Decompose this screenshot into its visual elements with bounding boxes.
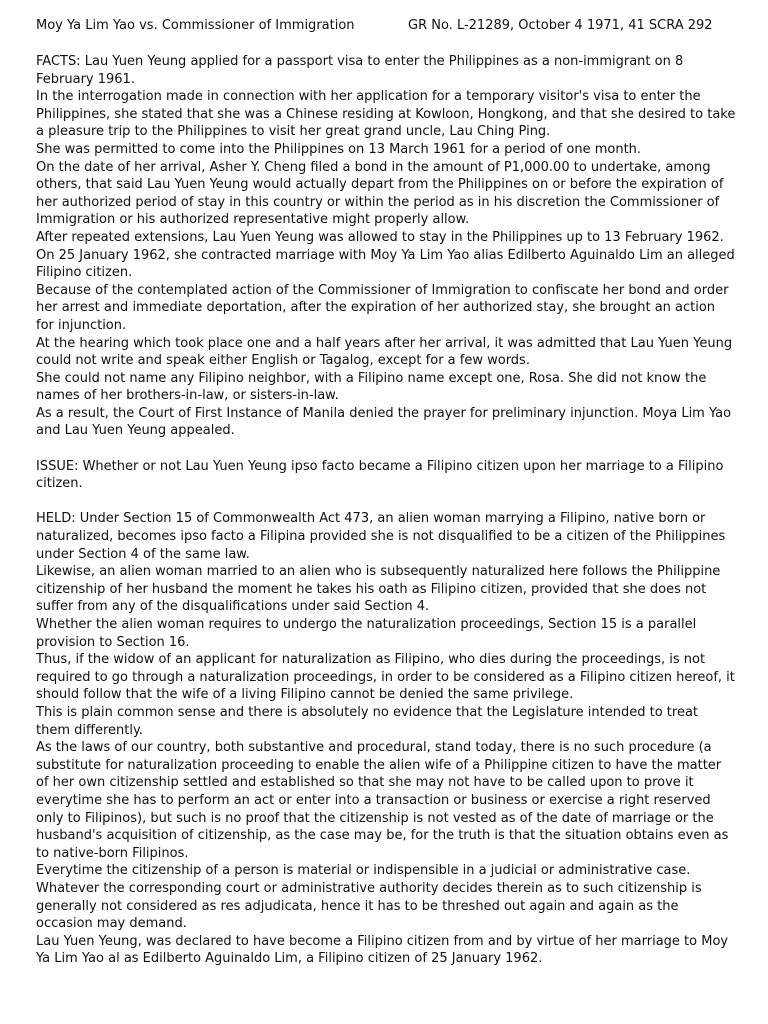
facts-paragraph: She could not name any Filipino neighbor, with a Filipino name except one, Rosa. She did not know the names of her brothers-in-law, or sisters-in-law. xyxy=(36,370,707,404)
held-paragraph: Lau Yuen Yeung, was declared to have become a Filipino citizen from and by virtue of her marriage to Moy Ya Lim Yao al as Edilberto Aguinaldo Lim, a Filipino citizen of 25 January 1962. xyxy=(36,933,729,967)
facts-paragraph: At the hearing which took place one and a half years after her arrival, it was admitted that Lau Yuen Yeung could not write and speak either English or Tagalog, except for a few words. xyxy=(36,335,733,369)
case-citation: GR No. L-21289, October 4 1971, 41 SCRA 292 xyxy=(408,18,713,33)
held-paragraph: This is plain common sense and there is absolutely no evidence that the Legislature intended to treat them differently. xyxy=(36,704,699,738)
facts-paragraph: FACTS: Lau Yuen Yeung applied for a passport visa to enter the Philippines as a non-immigrant on 8 February 1961. xyxy=(36,54,684,87)
facts-paragraph: As a result, the Court of First Instance of Manila denied the prayer for preliminary injunction. Moya Lim Yao and Lau Yuen Yeung appealed. xyxy=(36,405,732,439)
facts-section xyxy=(36,53,736,440)
paragraph-spacer xyxy=(36,493,736,511)
paragraph-spacer xyxy=(36,440,736,458)
document-body xyxy=(36,53,736,968)
issue-section xyxy=(36,458,736,493)
held-section xyxy=(36,510,736,967)
facts-paragraph: She was permitted to come into the Philippines on 13 March 1961 for a period of one month. xyxy=(36,141,642,157)
held-paragraph: HELD: Under Section 15 of Commonwealth Act 473, an alien woman marrying a Filipino, native born or naturalized, becomes ipso facto a Filipina provided she is not disqualified to be a citizen of the Philippines under Section 4 of the same law. xyxy=(36,511,726,562)
held-paragraph: Thus, if the widow of an applicant for naturalization as Filipino, who dies during the proceedings, is not required to go through a naturalization proceedings, in order to be considered as a Filipino citizen hereof, it should follow that the wife of a living Filipino cannot be denied the same privilege. xyxy=(36,652,735,703)
held-paragraph: Everytime the citizenship of a person is material or indispensible in a judicial or administrative case. Whatever the corresponding court or administrative authority decides therein as to such citizenship is generally not considered as res adjudicata, hence it has to be threshed out again and again as the occasion may demand. xyxy=(36,863,702,932)
issue-paragraph: ISSUE: Whether or not Lau Yuen Yeung ipso facto became a Filipino citizen upon her marriage to a Filipino citizen. xyxy=(36,458,724,492)
held-paragraph: As the laws of our country, both substantive and procedural, stand today, there is no such procedure (a substitute for naturalization proceeding to enable the alien wife of a Philippine citizen to have the matter of her own citizenship settled and established so that she may not have to be called upon to prove it everytime she has to perform an act or enter into a transaction or business or exercise a right reserved only to Filipinos), but such is no proof that the citizenship is not vested as of the date of marriage or the husband's acquisition of citizenship, as the case may be, for the truth is that the situation obtains even as to native-born Filipinos. xyxy=(36,740,729,861)
case-title: Moy Ya Lim Yao vs. Commissioner of Immigration xyxy=(36,18,355,33)
held-paragraph: Whether the alien woman requires to undergo the naturalization proceedings, Section 15 is a parallel provision to Section 16. xyxy=(36,617,697,650)
document-header xyxy=(36,17,736,35)
facts-paragraph: Because of the contemplated action of the Commissioner of Immigration to confiscate her bond and order her arrest and immediate deportation, after the expiration of her authorized stay, she brought an action for injunction. xyxy=(36,282,729,333)
facts-paragraph: In the interrogation made in connection with her application for a temporary visitor's visa to enter the Philippines, she stated that she was a Chinese residing at Kowloon, Hongkong, and that she desired to take a pleasure trip to the Philippines to visit her great grand uncle, Lau Ching Ping. xyxy=(36,89,736,140)
facts-paragraph: On the date of her arrival, Asher Y. Cheng filed a bond in the amount of P1,000.00 to undertake, among others, that said Lau Yuen Yeung would actually depart from the Philippines on or before the expiration of her authorized period of stay in this country or within the period as in his discretion the Commissioner of Immigration or his authorized representative might properly allow. xyxy=(36,159,724,228)
held-paragraph: Likewise, an alien woman married to an alien who is subsequently naturalized here follows the Philippine citizenship of her husband the moment he takes his oath as Filipino citizen, provided that she does not suffer from any of the disqualifications under said Section 4. xyxy=(36,564,721,615)
facts-paragraph: On 25 January 1962, she contracted marriage with Moy Ya Lim Yao alias Edilberto Aguinaldo Lim an alleged Filipino citizen. xyxy=(36,247,735,281)
facts-paragraph: After repeated extensions, Lau Yuen Yeung was allowed to stay in the Philippines up to 13 February 1962. xyxy=(36,229,724,245)
